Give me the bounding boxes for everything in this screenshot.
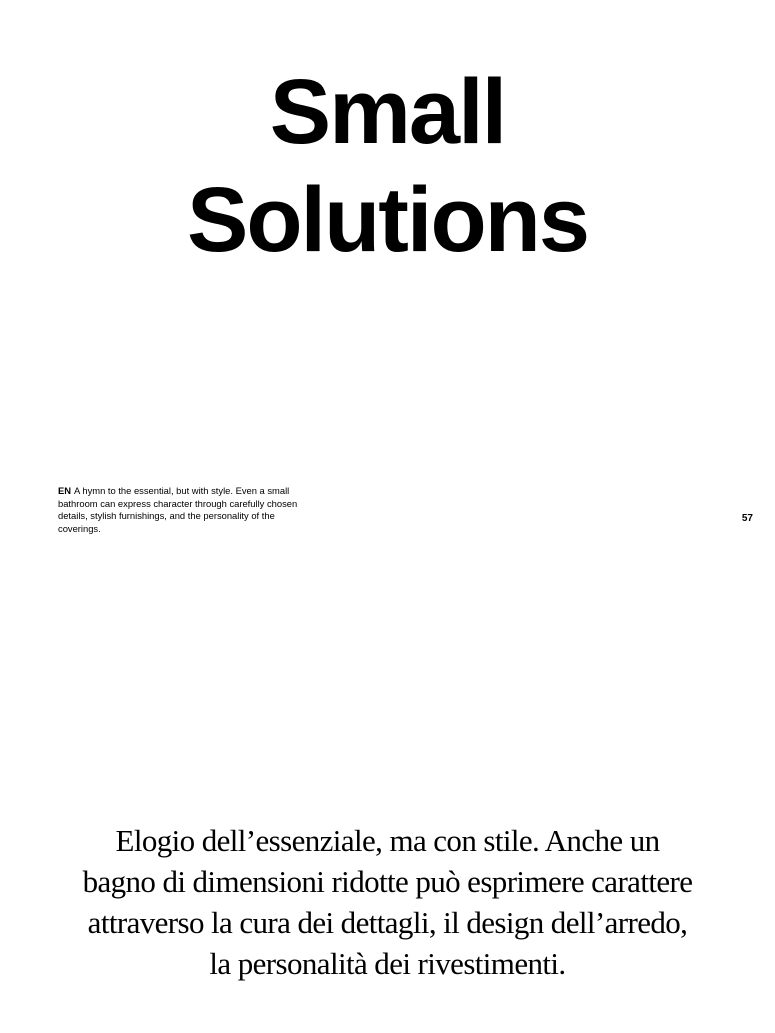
page-title-line-1: Small [269,61,506,163]
italian-intro-line-4: la personalità dei rivestimenti. [209,946,566,981]
page-title-line-2: Solutions [186,169,589,271]
language-tag: EN [58,485,72,496]
italian-intro-line-3: attraverso la cura dei dettagli, il design dell’arredo, [87,905,688,940]
page-number: 57 [741,513,753,524]
italian-intro-line-1: Elogio dell’essenziale, ma con stile. Anche un [115,823,660,858]
english-intro-text: A hymn to the essential, but with style. Even a small bathroom can express character through carefully chosen details, stylish furnishings, and the personality of the coverings. [58,485,298,534]
page-title [0,58,775,274]
italian-intro-line-2: bagno di dimensioni ridotte può esprimere carattere [82,864,693,899]
italian-intro [0,820,775,984]
english-intro [58,485,308,535]
